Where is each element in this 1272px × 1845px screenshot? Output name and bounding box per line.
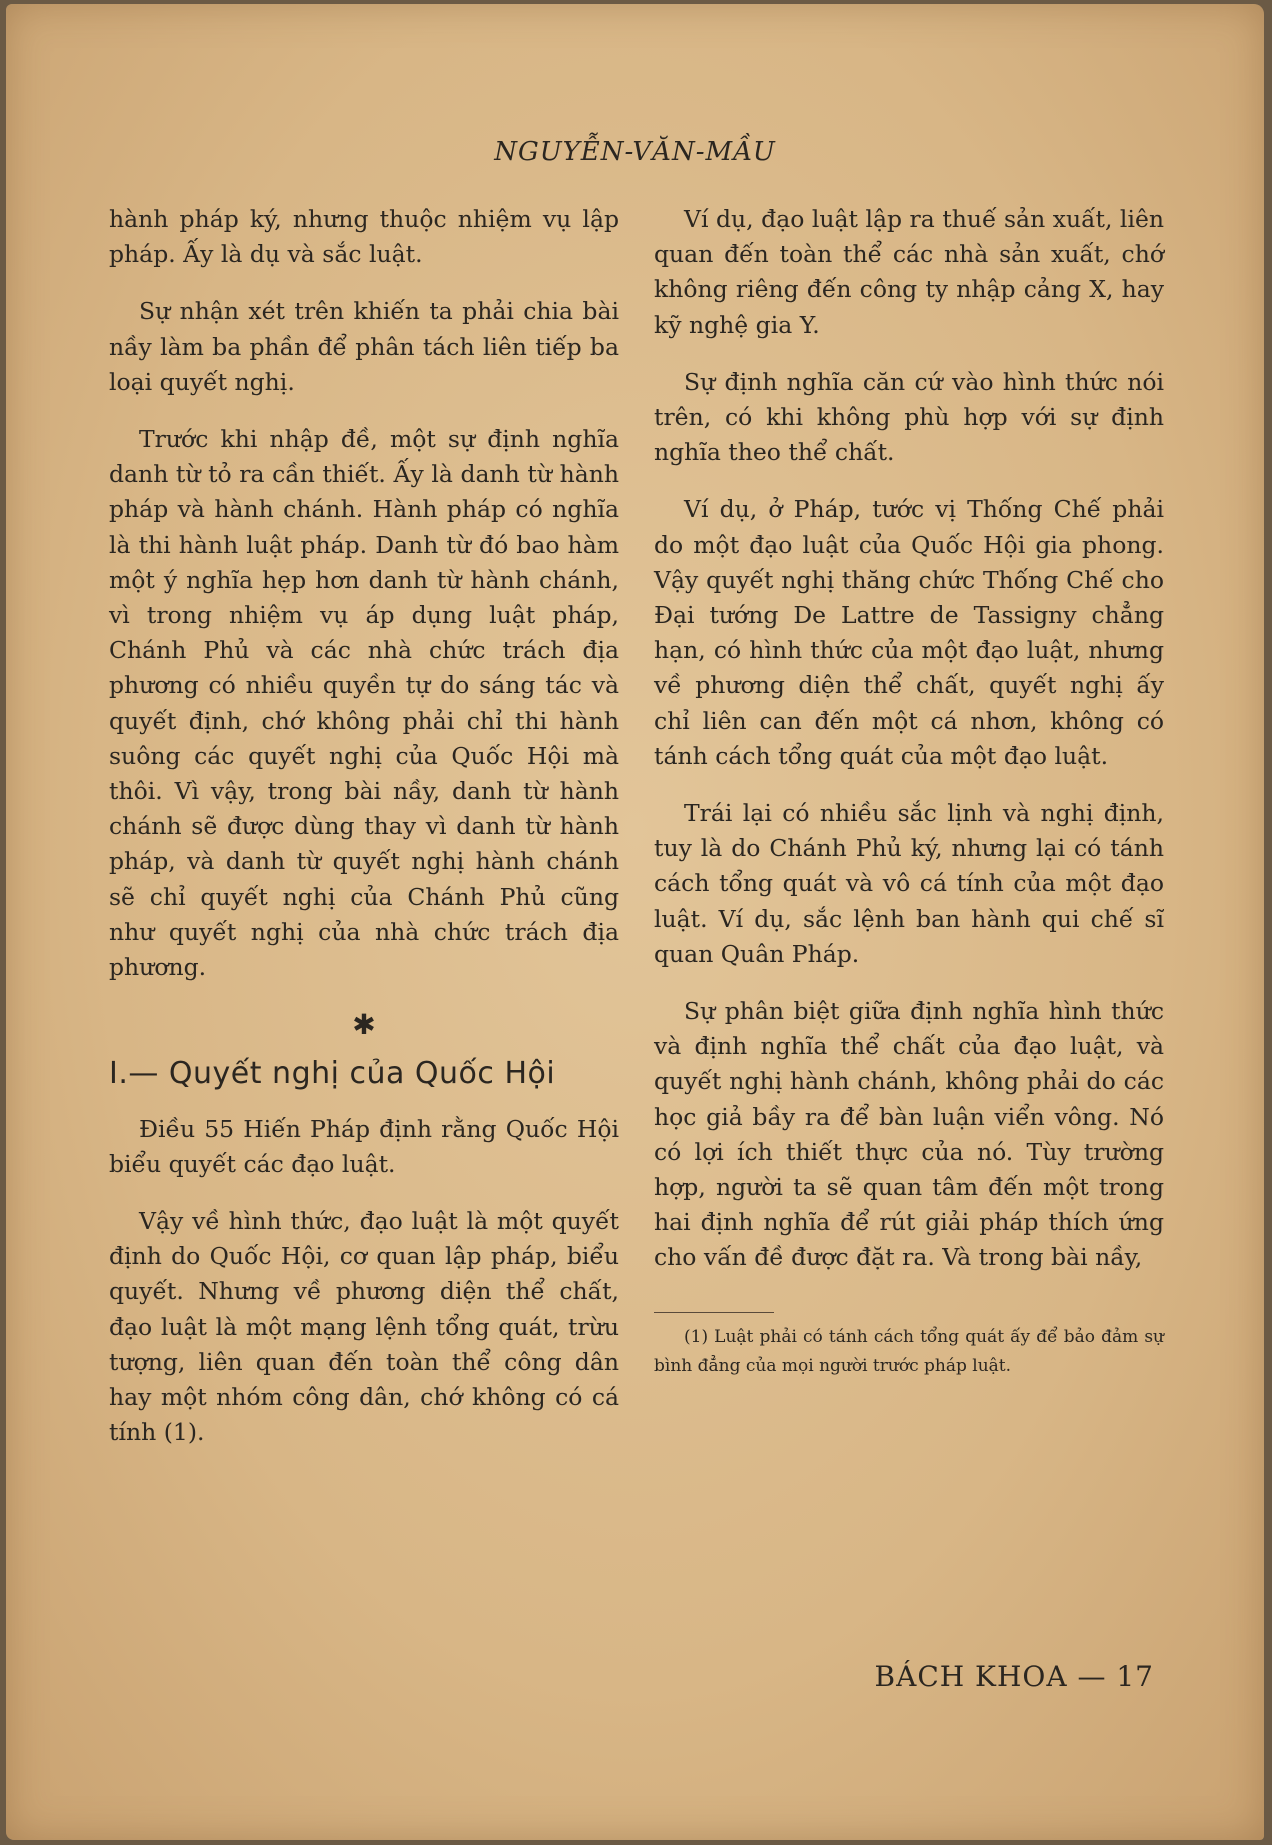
footnote-divider: [654, 1312, 774, 1313]
paragraph: Trước khi nhập đề, một sự định nghĩa danh từ tỏ ra cần thiết. Ấy là danh từ hành pháp và hành chánh. Hành pháp có nghĩa là thi hành luật pháp. Danh từ đó bao hàm một ý nghĩa hẹp hơn danh từ hành chánh, vì trong nhiệm vụ áp dụng luật pháp, Chánh Phủ và các nhà chức trách địa phương có nhiều quyền tự do sáng tác và quyết định, chớ không phải chỉ thi hành suông các quyết nghị của Quốc Hội mà thôi. Vì vậy, trong bài nầy, danh từ hành chánh sẽ được dùng thay vì danh từ hành pháp, và danh từ quyết nghị hành chánh sẽ chỉ quyết nghị của Chánh Phủ cũng như quyết nghị của nhà chức trách địa phương.: [109, 425, 619, 982]
page-footer: BÁCH KHOA — 17: [874, 1660, 1154, 1693]
paragraph: hành pháp ký, nhưng thuộc nhiệm vụ lập pháp. Ấy là dụ và sắc luật.: [109, 205, 619, 269]
paragraph: Sự định nghĩa căn cứ vào hình thức nói trên, có khi không phù hợp với sự định nghĩa theo thể chất.: [654, 367, 1164, 467]
footnote: (1) Luật phải có tánh cách tổng quát ấy để bảo đảm sự bình đẳng của mọi người trước pháp luật.: [654, 1326, 1164, 1376]
paragraph: Điều 55 Hiến Pháp định rằng Quốc Hội biểu quyết các đạo luật.: [109, 1114, 619, 1178]
paragraph: Ví dụ, ở Pháp, tước vị Thống Chế phải do một đạo luật của Quốc Hội gia phong. Vậy quyết nghị thăng chức Thống Chế cho Đại tướng De Lattre de Tassigny chẳng hạn, có hình thức của một đạo luật, nhưng về phương diện thể chất, quyết nghị ấy chỉ liên can đến một cá nhơn, không có tánh cách tổng quát của một đạo luật.: [654, 495, 1164, 770]
paragraph: Trái lại có nhiều sắc lịnh và nghị định, tuy là do Chánh Phủ ký, nhưng lại có tánh cách tổng quát và vô cá tính của một đạo luật. Ví dụ, sắc lệnh ban hành qui chế sĩ quan Quân Pháp.: [654, 799, 1164, 968]
page-header-author: NGUYỄN-VĂN-MẦU: [494, 137, 776, 167]
left-column: [109, 202, 619, 1473]
section-title: I.— Quyết nghị của Quốc Hội: [109, 1056, 556, 1092]
right-column: [654, 202, 1164, 1403]
section-divider-star: ✱: [352, 1008, 376, 1042]
paragraph: Sự nhận xét trên khiến ta phải chia bài nầy làm ba phần để phân tách liên tiếp ba loại quyết nghị.: [109, 297, 619, 396]
paragraph: Ví dụ, đạo luật lập ra thuế sản xuất, liên quan đến toàn thể các nhà sản xuất, chớ không riêng đến công ty nhập cảng X, hay kỹ nghệ gia Y.: [654, 205, 1164, 339]
magazine-page: [6, 4, 1264, 1840]
paragraph: Sự phân biệt giữa định nghĩa hình thức và định nghĩa thể chất của đạo luật, và quyết nghị hành chánh, không phải do các học giả bầy ra để bàn luận viển vông. Nó có lợi ích thiết thực của nó. Tùy trường hợp, người ta sẽ quan tâm đến một trong hai định nghĩa để rút giải pháp thích ứng cho vấn đề được đặt ra. Và trong bài nầy,: [654, 997, 1164, 1272]
paragraph: Vậy về hình thức, đạo luật là một quyết định do Quốc Hội, cơ quan lập pháp, biểu quyết. Nhưng về phương diện thể chất, đạo luật là một mạng lệnh tổng quát, trừu tượng, liên quan đến toàn thể công dân hay một nhóm công dân, chớ không có cá tính (1).: [109, 1207, 619, 1447]
